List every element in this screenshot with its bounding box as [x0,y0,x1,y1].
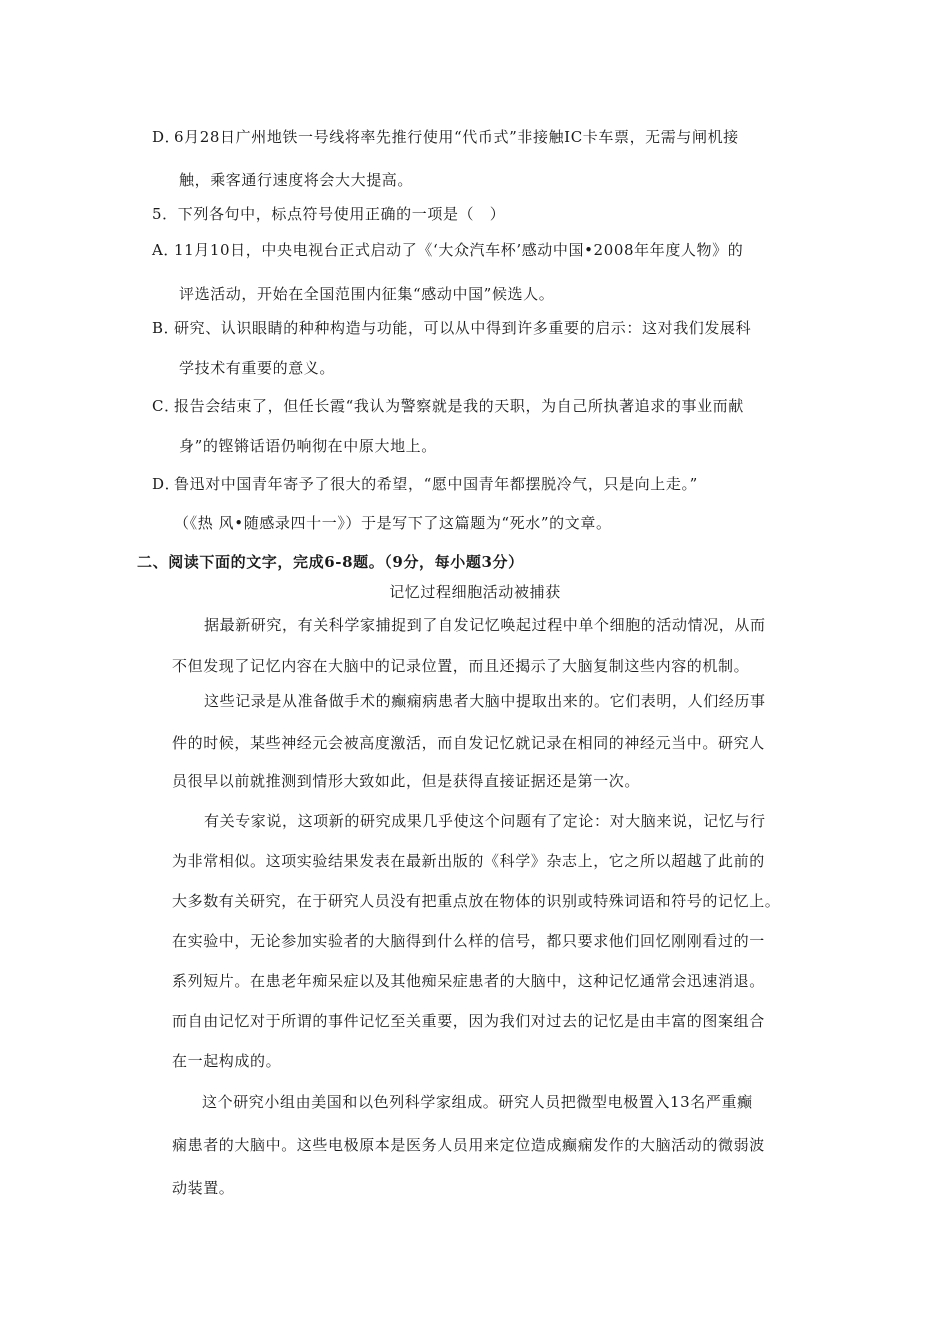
q5-option-c-line2: 身”的铿锵话语仍响彻在中原大地上。 [179,437,437,455]
paragraph-2-line-3: 员很早以前就推测到情形大致如此，但是获得直接证据还是第一次。 [172,772,641,790]
paragraph-3-line-2: 为非常相似。这项实验结果发表在最新出版的《科学》杂志上，它之所以超越了此前的 [172,852,765,870]
paragraph-3-line-6: 而自由记忆对于所谓的事件记忆至关重要，因为我们对过去的记忆是由丰富的图案组合 [172,1012,765,1030]
article-title: 记忆过程细胞活动被捕获 [389,583,561,601]
q4-option-d-line2: 触，乘客通行速度将会大大提高。 [179,171,414,189]
q4-option-d-line1 [152,127,739,147]
q5-option-b-line2: 学技术有重要的意义。 [179,359,336,377]
paragraph-3-line-5: 系列短片。在患老年痴呆症以及其他痴呆症患者的大脑中，这种记忆通常会迅速消退。 [172,972,765,990]
q5-option-a-line1 [152,240,743,260]
q5-option-d-line1 [152,474,698,494]
paragraph-4-line-2: 痫患者的大脑中。这些电极原本是医务人员用来定位造成癫痫发作的大脑活动的微弱波 [172,1136,765,1154]
paragraph-3-line-7: 在一起构成的。 [172,1052,282,1070]
paragraph-3-line-3: 大多数有关研究，在于研究人员没有把重点放在物体的识别或特殊词语和符号的记忆上。 [172,892,781,910]
q5-option-d-label: D． [152,475,181,493]
q5-option-c-text: 报告会结束了，但任长霞“我认为警察就是我的天职，为自己所执著追求的事业而献 [174,397,744,415]
section-heading: 二、阅读下面的文字，完成6-8题。（9分，每小题3分） [137,553,524,571]
q5-option-a-line2: 评选活动，开始在全国范围内征集“感动中国”候选人。 [179,285,555,303]
q5-option-b-text: 研究、认识眼睛的种种构造与功能，可以从中得到许多重要的启示：这对我们发展科 [174,319,752,337]
q5-option-a-label: A． [152,241,180,259]
q5-option-b-label: B． [152,319,180,337]
q4-option-d-label: D． [152,128,181,146]
paragraph-2-line-2: 件的时候，某些神经元会被高度激活，而自发记忆就记录在相同的神经元当中。研究人 [172,734,765,752]
paragraph-2-line-1: 这些记录是从准备做手术的癫痫病患者大脑中提取出来的。它们表明，人们经历事 [204,692,766,710]
paragraph-1-line-1: 据最新研究，有关科学家捕捉到了自发记忆唤起过程中单个细胞的活动情况，从而 [204,616,766,634]
q5-option-b-line1 [152,318,751,338]
paragraph-4-line-1: 这个研究小组由美国和以色列科学家组成。研究人员把微型电极置入13名严重癫 [202,1093,753,1111]
q5-option-c-label: C． [152,397,180,415]
paragraph-1-line-2: 不但发现了记忆内容在大脑中的记录位置，而且还揭示了大脑复制这些内容的机制。 [172,657,750,675]
q5-stem: 5．下列各句中，标点符号使用正确的一项是（ ） [152,205,506,223]
paragraph-3-line-1: 有关专家说，这项新的研究成果几乎使这个问题有了定论：对大脑来说，记忆与行 [204,812,766,830]
q4-option-d-text: 6月28日广州地铁一号线将率先推行使用“代币式”非接触IC卡车票，无需与闸机接 [174,128,739,146]
q5-option-c-line1 [152,396,744,416]
paragraph-3-line-4: 在实验中，无论参加实验者的大脑得到什么样的信号，都只要求他们回忆刚刚看过的一 [172,932,765,950]
paragraph-4-line-3: 动装置。 [172,1179,235,1197]
q5-option-d-line2: （《热 风•随感录四十一》）于是写下了这篇题为“死水”的文章。 [174,514,612,532]
q5-option-d-text: 鲁迅对中国青年寄予了很大的希望，“愿中国青年都摆脱冷气，只是向上走。” [174,475,698,493]
q5-option-a-text: 11月10日，中央电视台正式启动了《‘大众汽车杯’感动中国•2008年年度人物》的 [174,241,744,259]
